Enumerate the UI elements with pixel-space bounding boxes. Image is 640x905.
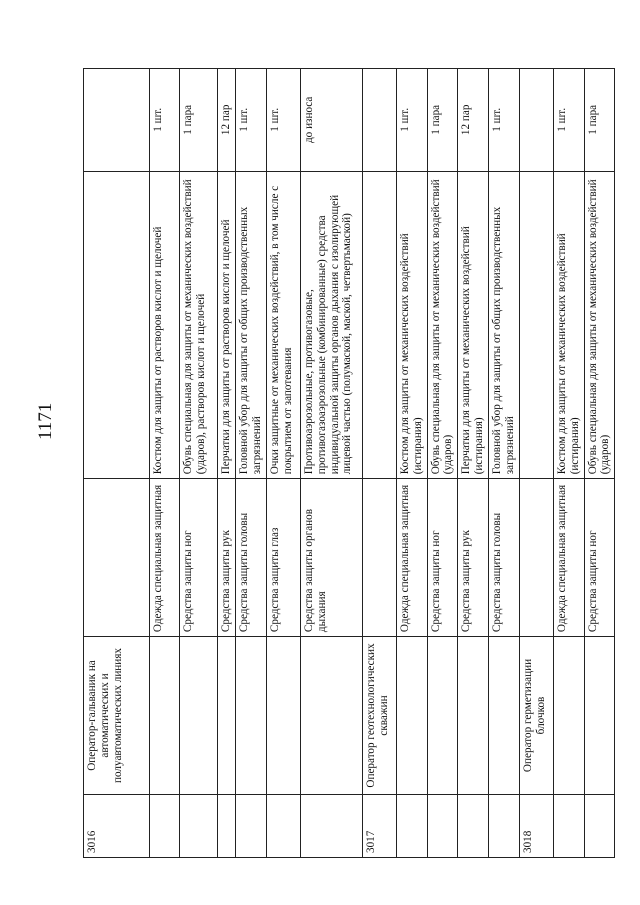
cell-quantity: 1 шт. bbox=[396, 69, 427, 172]
cell-profession bbox=[180, 637, 218, 795]
table-row bbox=[584, 69, 615, 858]
cell-quantity: 1 шт. bbox=[150, 69, 180, 172]
cell-profession bbox=[236, 637, 267, 795]
table-row bbox=[427, 69, 458, 858]
cell-ppe-name bbox=[362, 171, 396, 479]
cell-ppe-name: Обувь специальная для защиты от механических воздействий (ударов), растворов кислот и щелочей bbox=[180, 171, 218, 479]
cell-number bbox=[553, 794, 584, 857]
cell-ppe-type bbox=[519, 479, 553, 637]
cell-number bbox=[218, 794, 236, 857]
cell-number bbox=[396, 794, 427, 857]
cell-quantity bbox=[362, 69, 396, 172]
cell-ppe-name: Костюм для защиты от растворов кислот и щелочей bbox=[150, 171, 180, 479]
cell-profession bbox=[266, 637, 300, 795]
cell-number bbox=[489, 794, 520, 857]
ppe-table bbox=[83, 68, 615, 858]
cell-ppe-type: Средства защиты ног bbox=[427, 479, 458, 637]
cell-ppe-type: Средства защиты ног bbox=[584, 479, 615, 637]
cell-ppe-type: Средства защиты органов дыхания bbox=[300, 479, 362, 637]
cell-number bbox=[427, 794, 458, 857]
cell-quantity: 1 шт. bbox=[266, 69, 300, 172]
cell-ppe-type: Одежда специальная защитная bbox=[553, 479, 584, 637]
cell-ppe-type: Средства защиты рук bbox=[218, 479, 236, 637]
cell-number bbox=[236, 794, 267, 857]
cell-ppe-type: Средства защиты глаз bbox=[266, 479, 300, 637]
cell-profession bbox=[553, 637, 584, 795]
cell-profession bbox=[150, 637, 180, 795]
cell-ppe-name: Обувь специальная для защиты от механических воздействий (ударов) bbox=[427, 171, 458, 479]
cell-profession bbox=[584, 637, 615, 795]
cell-ppe-name: Противоаэрозольные, противогазовые, противогазоаэрозольные (комбинированные) средства индивидуальной защиты органов дыхания с изолирующей лицевой частью (полумаской, маской, четвертьмаской) bbox=[300, 171, 362, 479]
cell-number: 3016 bbox=[84, 794, 150, 857]
cell-number bbox=[300, 794, 362, 857]
cell-number bbox=[458, 794, 489, 857]
cell-number: 3018 bbox=[519, 794, 553, 857]
cell-profession: Оператор герметизации блочков bbox=[519, 637, 553, 795]
cell-profession: Оператор-гальваник на автоматических и полуавтоматических линиях bbox=[84, 637, 150, 795]
cell-quantity: 1 шт. bbox=[489, 69, 520, 172]
cell-ppe-type: Средства защиты ног bbox=[180, 479, 218, 637]
table-row bbox=[266, 69, 300, 858]
cell-quantity: 1 пара bbox=[584, 69, 615, 172]
cell-ppe-type: Одежда специальная защитная bbox=[396, 479, 427, 637]
cell-ppe-name: Перчатки для защиты от механических воздействий (истирания) bbox=[458, 171, 489, 479]
cell-profession bbox=[396, 637, 427, 795]
cell-quantity: 1 пара bbox=[180, 69, 218, 172]
table-row bbox=[396, 69, 427, 858]
cell-profession bbox=[218, 637, 236, 795]
cell-ppe-name: Очки защитные от механических воздействий, в том числе с покрытием от запотевания bbox=[266, 171, 300, 479]
cell-ppe-type: Средства защиты головы bbox=[489, 479, 520, 637]
cell-profession bbox=[427, 637, 458, 795]
cell-ppe-name bbox=[519, 171, 553, 479]
cell-number bbox=[266, 794, 300, 857]
cell-quantity: 12 пар bbox=[218, 69, 236, 172]
cell-ppe-type: Средства защиты головы bbox=[236, 479, 267, 637]
table-row bbox=[150, 69, 180, 858]
cell-ppe-type bbox=[84, 479, 150, 637]
ppe-table-container bbox=[83, 68, 612, 858]
cell-ppe-type: Средства защиты рук bbox=[458, 479, 489, 637]
cell-quantity bbox=[519, 69, 553, 172]
table-row bbox=[84, 69, 150, 858]
cell-number bbox=[180, 794, 218, 857]
cell-profession: Оператор геотехнологических скважин bbox=[362, 637, 396, 795]
cell-ppe-type: Одежда специальная защитная bbox=[150, 479, 180, 637]
cell-number bbox=[150, 794, 180, 857]
cell-quantity: 1 шт. bbox=[553, 69, 584, 172]
table-row bbox=[236, 69, 267, 858]
cell-profession bbox=[300, 637, 362, 795]
cell-ppe-name: Обувь специальная для защиты от механических воздействий (ударов) bbox=[584, 171, 615, 479]
cell-quantity: до износа bbox=[300, 69, 362, 172]
table-row bbox=[489, 69, 520, 858]
table-row bbox=[218, 69, 236, 858]
cell-quantity bbox=[84, 69, 150, 172]
cell-ppe-name: Головной убор для защиты от общих производственных загрязнений bbox=[236, 171, 267, 479]
table-row bbox=[300, 69, 362, 858]
cell-ppe-name: Перчатки для защиты от растворов кислот и щелочей bbox=[218, 171, 236, 479]
ppe-table-body bbox=[84, 69, 615, 858]
cell-quantity: 1 шт. bbox=[236, 69, 267, 172]
table-row bbox=[458, 69, 489, 858]
table-row bbox=[553, 69, 584, 858]
cell-ppe-name: Костюм для защиты от механических воздействий (истирания) bbox=[553, 171, 584, 479]
cell-ppe-name: Костюм для защиты от механических воздействий (истирания) bbox=[396, 171, 427, 479]
cell-number bbox=[584, 794, 615, 857]
cell-ppe-name: Головной убор для защиты от общих производственных загрязнений bbox=[489, 171, 520, 479]
cell-profession bbox=[458, 637, 489, 795]
table-row bbox=[362, 69, 396, 858]
cell-profession bbox=[489, 637, 520, 795]
cell-quantity: 1 пара bbox=[427, 69, 458, 172]
cell-quantity: 12 пар bbox=[458, 69, 489, 172]
cell-number: 3017 bbox=[362, 794, 396, 857]
table-row bbox=[519, 69, 553, 858]
page-number: 1171 bbox=[35, 402, 56, 440]
cell-ppe-type bbox=[362, 479, 396, 637]
table-row bbox=[180, 69, 218, 858]
cell-ppe-name bbox=[84, 171, 150, 479]
